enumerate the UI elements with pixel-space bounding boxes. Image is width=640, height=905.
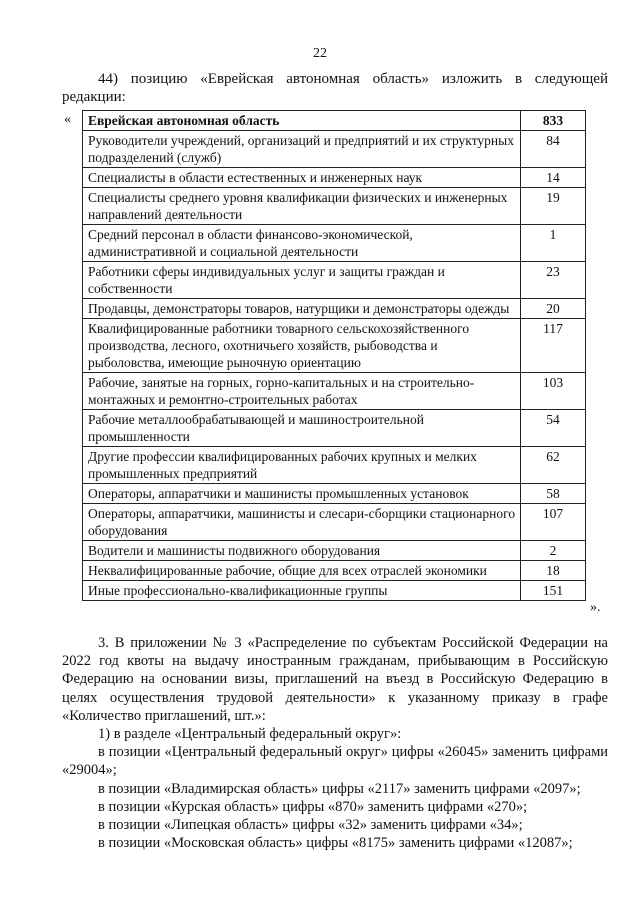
page-number: 22 bbox=[313, 46, 327, 61]
quota-value: 58 bbox=[521, 484, 586, 504]
table-row bbox=[83, 373, 586, 410]
quota-value: 62 bbox=[521, 447, 586, 484]
quota-value: 151 bbox=[521, 581, 586, 601]
table-row bbox=[83, 299, 586, 319]
quota-value: 1 bbox=[521, 225, 586, 262]
occupation-group-label: Операторы, аппаратчики, машинисты и слесари-сборщики стационарного оборудования bbox=[83, 504, 521, 541]
occupation-group-label: Рабочие металлообрабатывающей и машиностроительной промышленности bbox=[83, 410, 521, 447]
table-row bbox=[83, 168, 586, 188]
quota-value: 14 bbox=[521, 168, 586, 188]
open-quote: « bbox=[64, 112, 71, 127]
occupation-group-label: Иные профессионально-квалификационные группы bbox=[83, 581, 521, 601]
quota-value: 19 bbox=[521, 188, 586, 225]
quota-value: 20 bbox=[521, 299, 586, 319]
region-name: Еврейская автономная область bbox=[83, 111, 521, 131]
occupation-group-label: Продавцы, демонстраторы товаров, натурщики и демонстраторы одежды bbox=[83, 299, 521, 319]
table-row bbox=[83, 131, 586, 168]
quota-value: 18 bbox=[521, 561, 586, 581]
occupation-group-label: Специалисты в области естественных и инженерных наук bbox=[83, 168, 521, 188]
quota-value: 2 bbox=[521, 541, 586, 561]
quota-value: 54 bbox=[521, 410, 586, 447]
occupation-group-label: Водители и машинисты подвижного оборудования bbox=[83, 541, 521, 561]
occupation-group-label: Квалифицированные работники товарного сельскохозяйственного производства, лесного, охотничьего хозяйств, рыбоводства и рыболовства, имеющие рыночную ориентацию bbox=[83, 319, 521, 373]
occupation-group-label: Специалисты среднего уровня квалификации физических и инженерных направлений деятельности bbox=[83, 188, 521, 225]
table-row bbox=[83, 561, 586, 581]
amendment-paragraph: в позиции «Липецкая область» цифры «32» заменить цифрами «34»; bbox=[98, 817, 523, 834]
occupation-group-label: Рабочие, занятые на горных, горно-капитальных и на строительно-монтажных и ремонтно-строительных работах bbox=[83, 373, 521, 410]
table-row bbox=[83, 262, 586, 299]
occupation-group-label: Руководители учреждений, организаций и предприятий и их структурных подразделений (служб) bbox=[83, 131, 521, 168]
amendment-paragraph: в позиции «Курская область» цифры «870» заменить цифрами «270»; bbox=[98, 798, 528, 815]
table-row bbox=[83, 188, 586, 225]
close-quote: ». bbox=[590, 600, 601, 615]
occupation-group-label: Другие профессии квалифицированных рабочих крупных и мелких промышленных предприятий bbox=[83, 447, 521, 484]
amendment-text bbox=[62, 634, 608, 852]
table-row bbox=[83, 581, 586, 601]
table-row bbox=[83, 225, 586, 262]
amendment-paragraph: в позиции «Московская область» цифры «8175» заменить цифрами «12087»; bbox=[98, 835, 573, 852]
occupation-group-label: Работники сферы индивидуальных услуг и защиты граждан и собственности bbox=[83, 262, 521, 299]
quota-value: 23 bbox=[521, 262, 586, 299]
occupation-group-label: Неквалифицированные рабочие, общие для всех отраслей экономики bbox=[83, 561, 521, 581]
intro-paragraph: 44) позицию «Еврейская автономная область» изложить в следующей редакции: bbox=[62, 71, 608, 105]
amendment-paragraph: в позиции «Владимирская область» цифры «2117» заменить цифрами «2097»; bbox=[98, 780, 581, 797]
table-row bbox=[83, 410, 586, 447]
table-row bbox=[83, 541, 586, 561]
quota-value: 84 bbox=[521, 131, 586, 168]
quota-value: 103 bbox=[521, 373, 586, 410]
quota-value: 107 bbox=[521, 504, 586, 541]
region-total: 833 bbox=[521, 111, 586, 131]
occupation-group-label: Операторы, аппаратчики и машинисты промышленных установок bbox=[83, 484, 521, 504]
quota-table bbox=[82, 110, 586, 601]
amendment-paragraph: в позиции «Центральный федеральный округ» цифры «26045» заменить цифрами «29004»; bbox=[62, 744, 608, 779]
table-row bbox=[83, 484, 586, 504]
amendment-paragraph: 1) в разделе «Центральный федеральный округ»: bbox=[98, 726, 402, 743]
table-row bbox=[83, 504, 586, 541]
table-row bbox=[83, 447, 586, 484]
table-row bbox=[83, 319, 586, 373]
quota-value: 117 bbox=[521, 319, 586, 373]
table-header-row bbox=[83, 111, 586, 131]
amendment-paragraph: 3. В приложении № 3 «Распределение по субъектам Российской Федерации на 2022 год квоты на выдачу иностранным гражданам, прибывающим в Российскую Федерацию на основании визы, приглашений на въезд в Российскую Федерацию в целях осуществления трудовой деятельности» к указанному приказу в графе «Количество приглашений, шт.»: bbox=[62, 635, 608, 724]
occupation-group-label: Средний персонал в области финансово-экономической, административной и социальной деятельности bbox=[83, 225, 521, 262]
